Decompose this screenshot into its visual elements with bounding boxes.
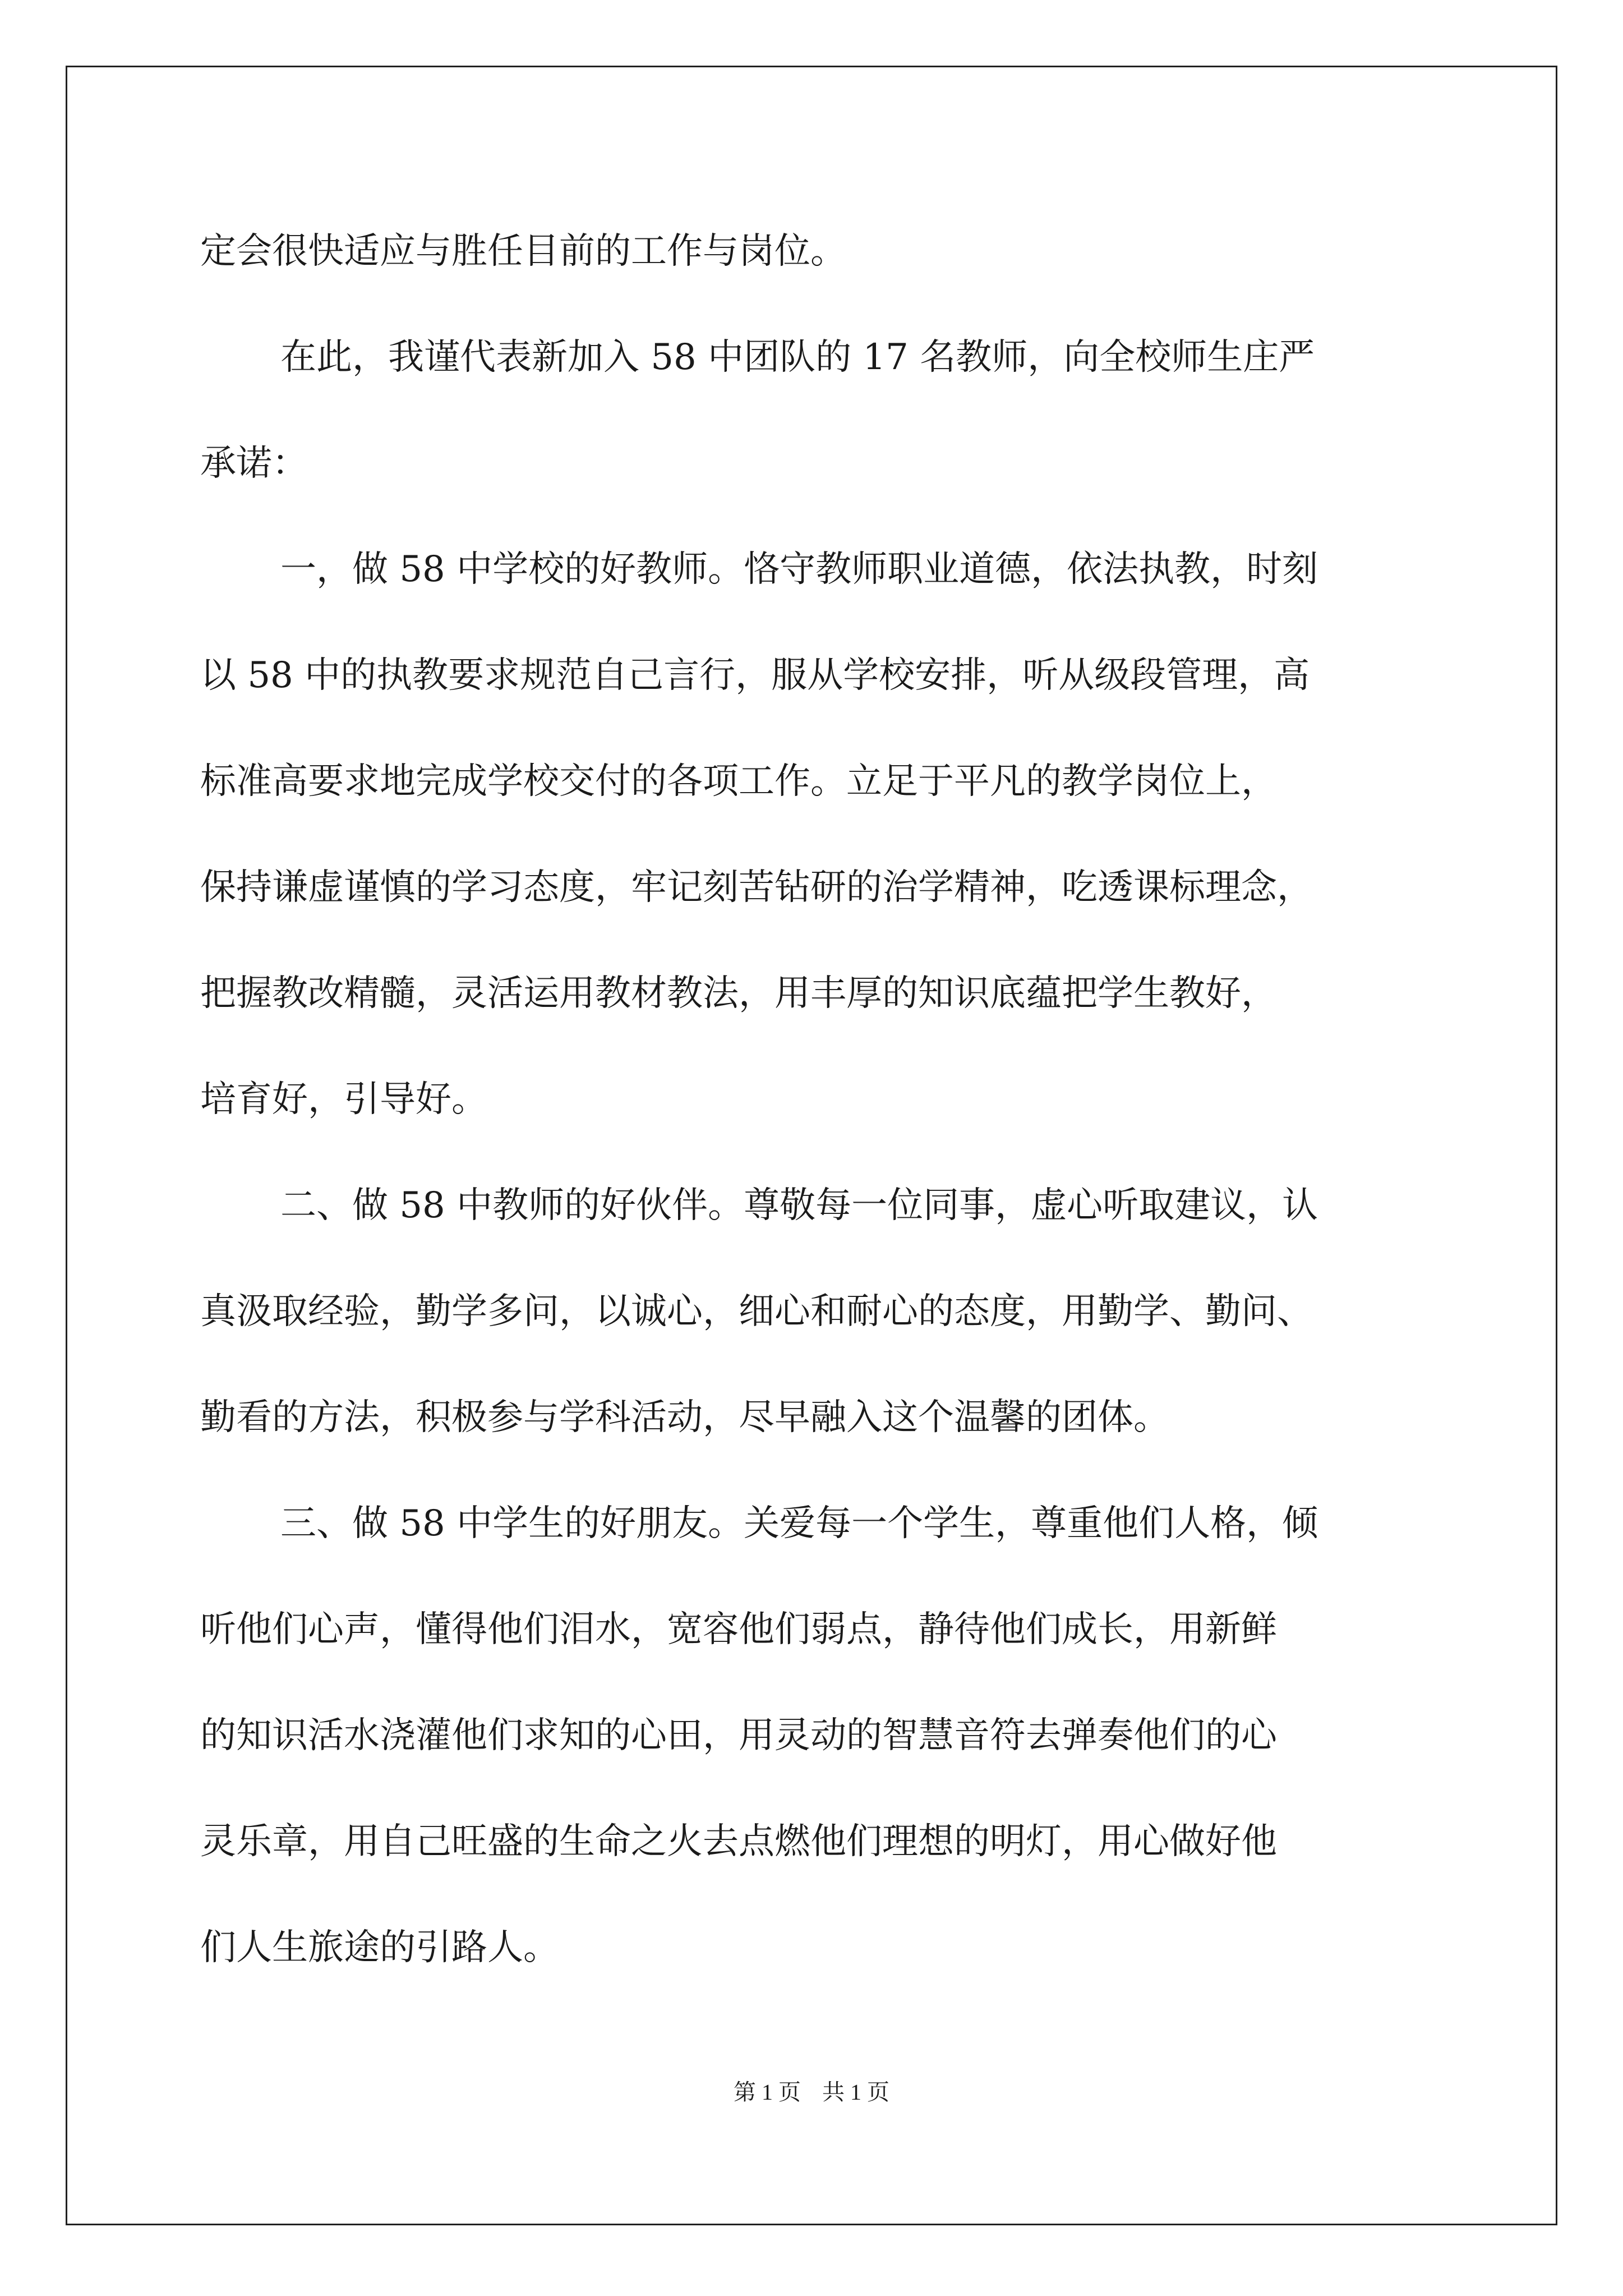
body-line: 在此，我谨代表新加入 58 中团队的 17 名教师，向全校师生庄严	[280, 337, 1315, 378]
body-line: 勤看的方法，积极参与学科活动，尽早融入这个温馨的团体。	[200, 1397, 1169, 1438]
body-line: 培育好，引导好。	[200, 1079, 487, 1120]
page-number: 第 1 页	[734, 2079, 801, 2105]
page-footer	[0, 2078, 1623, 2106]
body-line: 保持谦虚谨慎的学习态度，牢记刻苦钻研的治学精神，吃透课标理念，	[200, 867, 1313, 908]
body-line: 二、做 58 中教师的好伙伴。尊敬每一位同事，虚心听取建议，认	[280, 1185, 1318, 1226]
page-border	[66, 66, 1557, 2225]
body-line: 定会很快适应与胜任目前的工作与岗位。	[200, 231, 846, 272]
body-line: 真汲取经验，勤学多问，以诚心，细心和耐心的态度，用勤学、勤问、	[200, 1291, 1313, 1332]
body-line: 三、做 58 中学生的好朋友。关爱每一个学生，尊重他们人格，倾	[280, 1503, 1318, 1544]
body-line: 的知识活水浇灌他们求知的心田，用灵动的智慧音符去弹奏他们的心	[200, 1715, 1277, 1756]
body-line: 标准高要求地完成学校交付的各项工作。立足于平凡的教学岗位上，	[200, 761, 1277, 802]
body-line: 承诺：	[200, 443, 308, 484]
body-line: 把握教改精髓，灵活运用教材教法，用丰厚的知识底蕴把学生教好，	[200, 973, 1277, 1014]
body-line: 以 58 中的执教要求规范自己言行，服从学校安排，听从级段管理，高	[200, 655, 1310, 696]
body-line: 听他们心声，懂得他们泪水，宽容他们弱点，静待他们成长，用新鲜	[200, 1609, 1277, 1650]
page-total: 共 1 页	[822, 2079, 889, 2105]
body-line: 们人生旅途的引路人。	[200, 1927, 559, 1968]
body-line: 一，做 58 中学校的好教师。恪守教师职业道德，依法执教，时刻	[280, 549, 1318, 590]
body-line: 灵乐章，用自己旺盛的生命之火去点燃他们理想的明灯，用心做好他	[200, 1821, 1277, 1862]
